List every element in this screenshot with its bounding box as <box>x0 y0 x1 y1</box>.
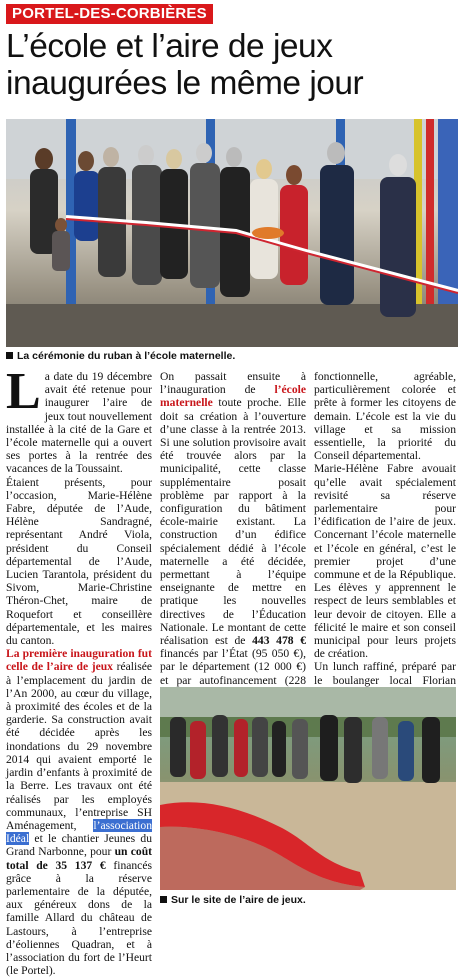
section-kicker: PORTEL-DES-CORBIÈRES <box>6 4 213 24</box>
article-column-3: fonctionnelle, agréable, particulièrement colorée et prête à former les citoyens de demain. L’école est la vie du village et sa mission essentielle, la priorité du Conseil départemental. Marie-Hélène Fabre avouait qu’elle avait spécialement revisité sa réserve parlementaire pour l’édification de l’aire de jeux. Concernant l’école maternelle et l’école en général, c’est le premier projet d’une commune et de la République. Les élèves y apprennent le respect de leurs semblables et leur devoir de citoyen. Elle a félicité le maire et son conseil municipal pour leurs projets de création. Un lunch raffiné, préparé par le boulanger local Florian <box>314 370 456 687</box>
article-column-1: La date du 19 décembre avait été retenue pour inaugurer l’aire de jeux tout nouvellement installée à la cité de la Gare et l’école maternelle qui a ouvert ses portes à la rentrée des vacances de la Toussaint. Étaient présents, pour l’occasion, Marie-Hélène Fabre, députée de l’Aude, Hélène Sandragné, représentant André Viola, président du Conseil départemental de l’Aude, Lucien Tarantola, président du Sivom, Marie-Christine Théron-Chet, maire de Roquefort et conseillère départementale, et les maires du canton. La première inauguration fut celle de l’aire de jeux réalisée à l’emplacement du jardin de l’An 2000, au cœur du village, à proximité des écoles et de la garderie. Sa construction avait été décidée après les inondations du 29 novembre 2014 qui avaient emporté le jardin d’enfants à proximité de la Berre. Les travaux ont été réalisés par les employés communaux, l’entreprise SH Aménagement, l’association Idéal et le chantier Jeunes du Grand Narbonne, pour un coût total de 35 137 € financés grâce à la réserve parlementaire de la députée, aux généreux dons de la famille Allard du château de Lastours, à l’entreprise d’éoliennes Quadran, et à l’association du fort de l’Heurt (le Portel). <box>6 363 153 977</box>
article-column-2: On passait ensuite à l’inauguration de l’école maternelle toute proche. Elle doit sa création à l’ouverture d’une classe à la rentrée 2013. Si une solution provisoire avait été trouvée alors par la municipalité, cette classe supplémentaire posait problème par rapport à la configuration du bâtiment école-mairie existant. La construction d’un édifice spécialement dédié à l’école maternelle a été décidée, permettant à l’équipe enseignante de mettre en pratique les nouvelles directives de l’Éducation Nationale. Le montant de cette réalisation est de 443 478 € financés par l’État (95 050 €), par le département (12 000 €) et par autofinancement (228 <box>160 370 306 687</box>
photo-ribbon-ceremony <box>6 119 458 347</box>
highlighted-text: l’association Idéal <box>6 818 152 846</box>
drop-cap: L <box>6 363 41 420</box>
article-headline: L’école et l’aire de jeux inaugurées le même jour <box>6 28 364 102</box>
photo-caption-playground: Sur le site de l’aire de jeux. <box>160 894 306 907</box>
photo-playground <box>160 687 456 890</box>
photo-caption-ceremony: La cérémonie du ruban à l’école maternelle. <box>6 350 235 363</box>
